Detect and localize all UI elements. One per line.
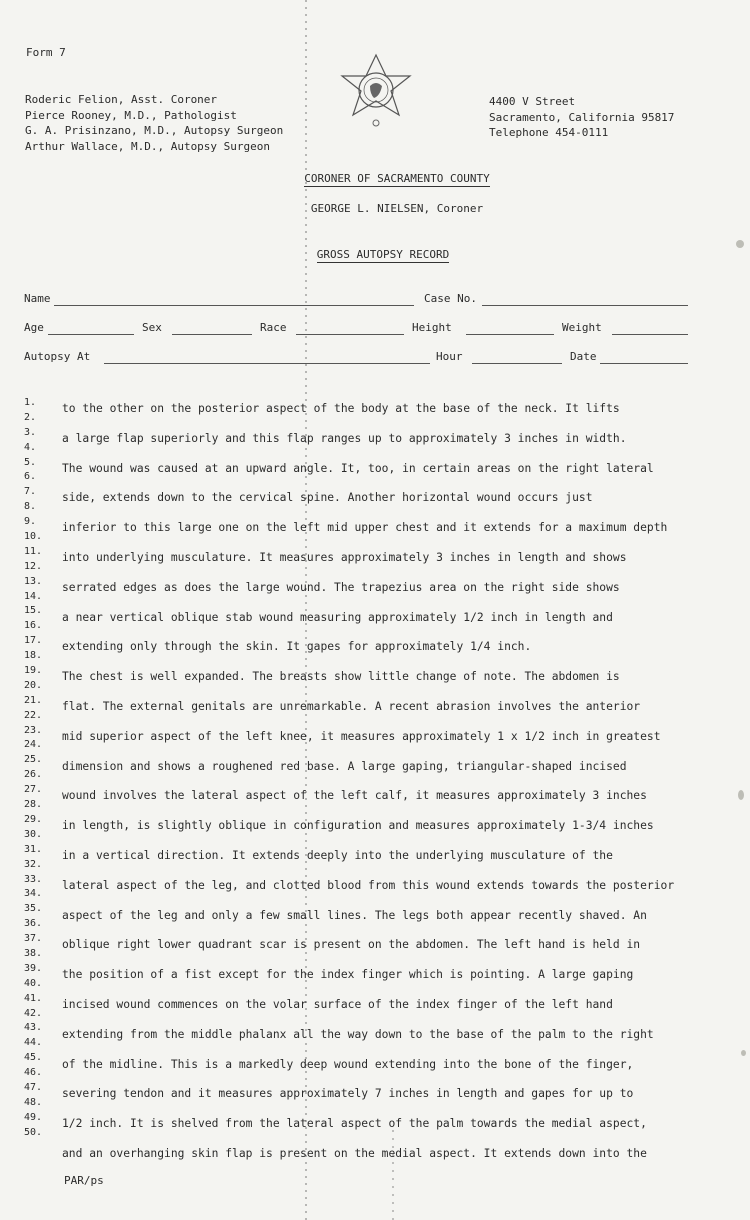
line-number: 32. xyxy=(24,858,43,870)
age-field-line xyxy=(48,334,134,335)
line-number: 6. xyxy=(24,471,37,483)
findings-line: incised wound commences on the volar surface of the index finger of the left hand xyxy=(62,997,613,1011)
line-number: 39. xyxy=(24,962,43,974)
line-number: 34. xyxy=(24,888,43,900)
staff-member: G. A. Prisinzano, M.D., Autopsy Surgeon xyxy=(25,124,284,137)
sex-field-line xyxy=(172,334,252,335)
line-number: 5. xyxy=(24,456,37,468)
race-field-line xyxy=(296,334,404,335)
findings-line: mid superior aspect of the left knee, it measures approximately 1 x 1/2 inch in greatest xyxy=(62,729,661,743)
date-field-line xyxy=(600,363,688,364)
findings-line: The chest is well expanded. The breasts show little change of note. The abdomen is xyxy=(62,670,620,684)
findings-line: The wound was caused at an upward angle. It, too, in certain areas on the right lateral xyxy=(62,461,654,475)
scan-speck xyxy=(741,1050,746,1056)
findings-line: severing tendon and it measures approximately 7 inches in length and gapes for up to xyxy=(62,1087,634,1101)
line-number: 15. xyxy=(24,605,43,617)
findings-line: in a vertical direction. It extends deeply into the underlying musculature of the xyxy=(62,848,613,862)
case-no-label: Case No. xyxy=(424,292,477,305)
case-no-field-line xyxy=(482,305,688,306)
name-field-line xyxy=(54,305,414,306)
hour-field-line xyxy=(472,363,562,364)
record-title: GROSS AUTOPSY RECORD xyxy=(316,248,450,261)
staff-member: Arthur Wallace, M.D., Autopsy Surgeon xyxy=(25,139,271,153)
findings-line: in length, is slightly oblique in configuration and measures approximately 1-3/4 inches xyxy=(62,819,654,833)
sex-label: Sex xyxy=(142,321,162,334)
findings-line: into underlying musculature. It measures approximately 3 inches in length and shows xyxy=(62,550,627,564)
date-label: Date xyxy=(570,350,597,363)
findings-line: inferior to this large one on the left mid upper chest and it extends for a maximum depth xyxy=(62,521,668,535)
line-number: 23. xyxy=(24,724,43,736)
line-number: 7. xyxy=(24,486,37,498)
findings-line: extending from the middle phalanx all the way down to the base of the palm to the right xyxy=(62,1027,654,1041)
findings-line: oblique right lower quadrant scar is present on the abdomen. The left hand is held in xyxy=(62,938,641,952)
line-number: 42. xyxy=(24,1007,43,1019)
line-number: 49. xyxy=(24,1111,43,1123)
weight-field-line xyxy=(612,334,688,335)
line-number: 30. xyxy=(24,828,43,840)
race-label: Race xyxy=(260,321,287,334)
line-number: 36. xyxy=(24,918,43,930)
line-number-column xyxy=(24,396,48,1141)
line-number: 21. xyxy=(24,694,43,706)
line-number: 17. xyxy=(24,635,43,647)
staff-list xyxy=(25,92,283,154)
typist-initials: PAR/ps xyxy=(64,1174,104,1187)
findings-line: of the midline. This is a markedly deep wound extending into the bone of the finger, xyxy=(62,1057,634,1071)
autopsy-at-label: Autopsy At xyxy=(24,350,91,363)
line-number: 48. xyxy=(24,1096,43,1108)
staff-member: Roderic Felion, Asst. Coroner xyxy=(25,93,218,106)
line-number: 2. xyxy=(24,411,37,423)
address-line: Telephone 454-0111 xyxy=(489,126,609,139)
hour-label: Hour xyxy=(436,350,463,363)
line-number: 1. xyxy=(24,397,37,408)
scan-speck xyxy=(738,790,744,800)
line-number: 33. xyxy=(24,873,43,885)
line-number: 14. xyxy=(24,590,43,602)
line-number: 20. xyxy=(24,679,43,691)
line-number: 25. xyxy=(24,754,43,766)
line-number: 19. xyxy=(24,665,43,677)
address-line: Sacramento, California 95817 xyxy=(489,110,675,124)
line-number: 4. xyxy=(24,441,37,453)
line-number: 50. xyxy=(24,1126,43,1138)
line-number: 31. xyxy=(24,843,43,855)
height-label: Height xyxy=(412,321,452,334)
line-number: 46. xyxy=(24,1067,43,1079)
coroner-name: GEORGE L. NIELSEN, Coroner xyxy=(310,202,484,215)
line-number: 8. xyxy=(24,501,37,513)
findings-line: side, extends down to the cervical spine. Another horizontal wound occurs just xyxy=(62,491,593,505)
line-number: 16. xyxy=(24,620,43,632)
findings-line: the position of a fist except for the index finger which is pointing. A large gaping xyxy=(62,968,634,982)
line-number: 35. xyxy=(24,903,43,915)
staff-member: Pierce Rooney, M.D., Pathologist xyxy=(25,108,237,122)
line-number: 3. xyxy=(24,426,37,438)
line-number: 18. xyxy=(24,650,43,662)
findings-line: a large flap superiorly and this flap ranges up to approximately 3 inches in width. xyxy=(62,431,627,445)
findings-line: dimension and shows a roughened red base. A large gaping, triangular-shaped incised xyxy=(62,759,627,773)
line-number: 26. xyxy=(24,769,43,781)
line-number: 41. xyxy=(24,992,43,1004)
autopsy-findings-text xyxy=(62,394,744,1169)
findings-line: and an overhanging skin flap is present on the medial aspect. It extends down into the xyxy=(62,1146,647,1160)
scan-speck xyxy=(736,240,744,248)
findings-line: wound involves the lateral aspect of the left calf, it measures approximately 3 inches xyxy=(62,789,647,803)
line-number: 11. xyxy=(24,545,43,557)
findings-line: to the other on the posterior aspect of the body at the base of the neck. It lifts xyxy=(62,402,620,415)
line-number: 47. xyxy=(24,1081,43,1093)
findings-line: flat. The external genitals are unremarkable. A recent abrasion involves the anterior xyxy=(62,699,641,713)
name-label: Name xyxy=(24,292,51,305)
line-number: 37. xyxy=(24,933,43,945)
line-number: 27. xyxy=(24,784,43,796)
office-title: CORONER OF SACRAMENTO COUNTY xyxy=(304,172,490,185)
findings-line: lateral aspect of the leg, and clotted blood from this wound extends towards the posterior xyxy=(62,878,675,892)
autopsy-at-field-line xyxy=(104,363,430,364)
line-number: 9. xyxy=(24,516,37,528)
line-number: 22. xyxy=(24,709,43,721)
line-number: 44. xyxy=(24,1037,43,1049)
line-number: 29. xyxy=(24,813,43,825)
coroner-badge-seal-icon xyxy=(334,52,418,134)
findings-line: aspect of the leg and only a few small lines. The legs both appear recently shaved. An xyxy=(62,908,647,922)
form-id: Form 7 xyxy=(26,46,66,59)
address-line: 4400 V Street xyxy=(489,95,576,108)
weight-label: Weight xyxy=(562,321,602,334)
line-number: 38. xyxy=(24,947,43,959)
findings-line: 1/2 inch. It is shelved from the lateral aspect of the palm towards the medial aspect, xyxy=(62,1117,647,1131)
findings-line: serrated edges as does the large wound. The trapezius area on the right side shows xyxy=(62,580,620,594)
office-address xyxy=(489,94,674,141)
findings-line: a near vertical oblique stab wound measuring approximately 1/2 inch in length and xyxy=(62,610,613,624)
age-label: Age xyxy=(24,321,44,334)
height-field-line xyxy=(466,334,554,335)
line-number: 10. xyxy=(24,531,43,543)
line-number: 12. xyxy=(24,560,43,572)
line-number: 40. xyxy=(24,977,43,989)
findings-line: extending only through the skin. It gapes for approximately 1/4 inch. xyxy=(62,640,532,654)
line-number: 28. xyxy=(24,799,43,811)
line-number: 13. xyxy=(24,575,43,587)
line-number: 45. xyxy=(24,1052,43,1064)
line-number: 43. xyxy=(24,1022,43,1034)
line-number: 24. xyxy=(24,739,43,751)
